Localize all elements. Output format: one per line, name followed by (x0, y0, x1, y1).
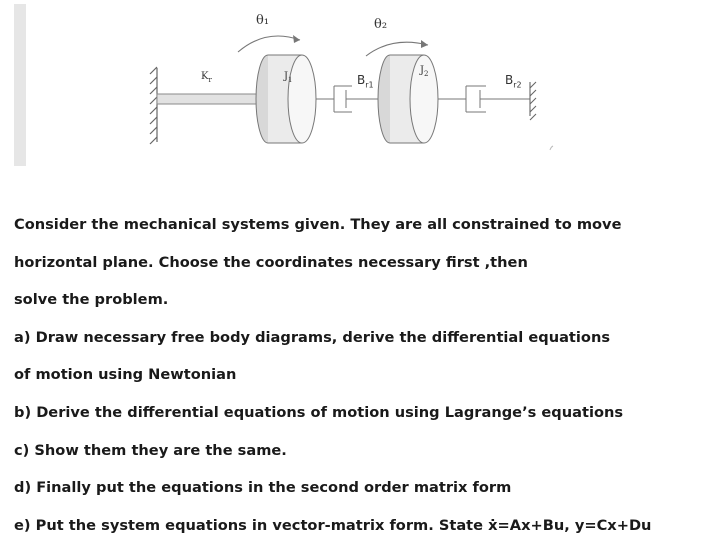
spring-label: $K_r$ (201, 71, 212, 84)
disk-j2 (378, 55, 438, 143)
question-b: b) Derive the differential equations of motion using Lagrange’s equations (14, 403, 624, 421)
question-a: a) Draw necessary free body diagrams, derive the differential equations (14, 328, 611, 346)
j2-label: $J_2$ (420, 65, 429, 78)
theta1-label: θ₁ (256, 13, 270, 28)
damper-br2 (438, 86, 530, 112)
question-d: d) Finally put the equations in the second order matrix form (14, 479, 512, 497)
left-border-strip (14, 4, 26, 166)
br1-label: $B_{r1}$ (357, 73, 374, 90)
problem-line: Consider the mechanical systems given. They are all constrained to move (14, 216, 622, 233)
spring-shaft (157, 94, 257, 104)
problem-line: horizontal plane. Choose the coordinates necessary first ,then (14, 253, 528, 271)
mechanical-system-figure (0, 0, 716, 190)
problem-statement (14, 212, 704, 550)
disk-j1 (256, 55, 316, 143)
right-wall (530, 82, 536, 120)
theta2-arrow (366, 42, 428, 56)
br2-label: $B_{r2}$ (505, 73, 522, 90)
left-wall (150, 67, 157, 144)
theta2-label: θ₂ (374, 17, 388, 32)
question-c: c) Show them they are the same. (14, 441, 287, 459)
theta1-arrow (238, 36, 300, 52)
question-a-cont: of motion using Newtonian (14, 366, 237, 384)
problem-line: solve the problem. (14, 291, 169, 309)
damper-br1 (316, 86, 378, 112)
torsional-system-diagram (0, 0, 716, 190)
question-e: e) Put the system equations in vector-matrix form. State ẋ=Ax+Bu, y=Cx+Du (14, 516, 652, 534)
j1-label: $J_1$ (284, 71, 293, 84)
